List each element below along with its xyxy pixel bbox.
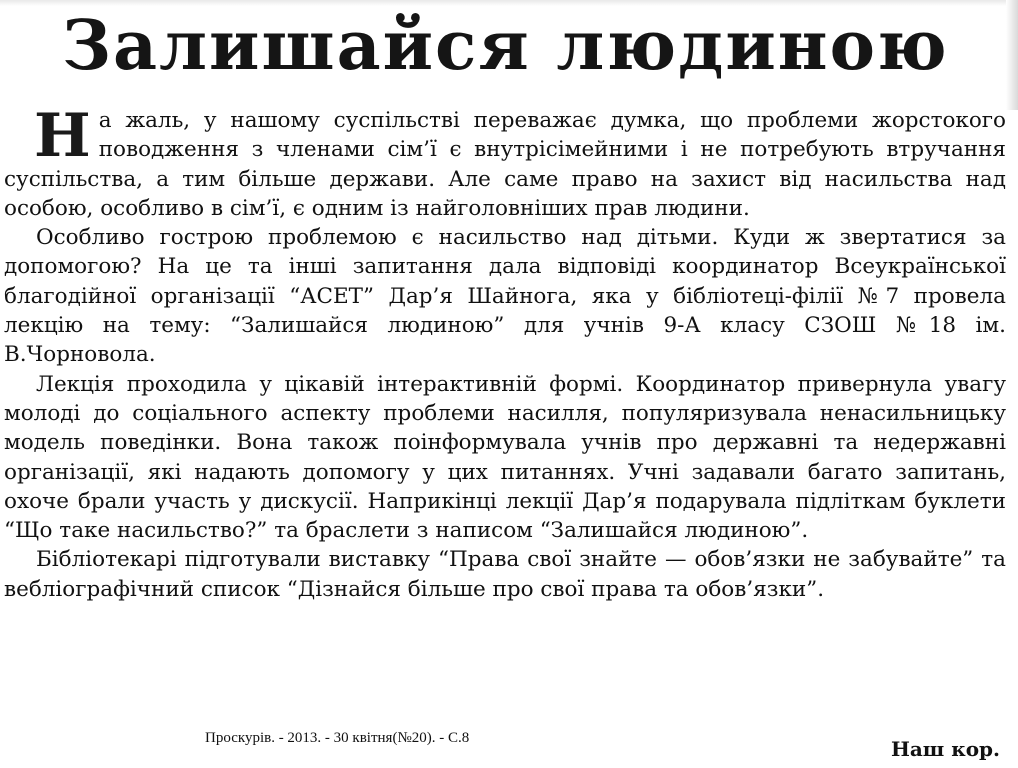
drop-cap: Н [34, 101, 91, 171]
scan-edge-right [1006, 0, 1018, 110]
author-signature: Наш кор. [890, 737, 1000, 761]
article-paragraph-4: Бібліотекарі підготували виставку “Права свої знайте — обов’язки не забувайте” та вебліографічний список “Дізнайся більше про свої права та обов’язки”. [4, 547, 1006, 602]
article-paragraph-3: Лекція проходила у цікавій інтерактивній формі. Координатор привернула увагу молоді до соціального аспекту проблеми насилля, популяризувала ненасильницьку модель поведінки. Вона також поінформувала учнів про державні та недержавні організації, які надають допомогу у цих питаннях. Учні задавали багато запитань, охоче брали участь у дискусії. Наприкінці лекції Дар’я подарувала підліткам буклети “Що таке насильство?” та браслети з написом “Залишайся людиною”. [4, 371, 1006, 544]
source-citation: Проскурів. - 2013. - 30 квітня(№20). - С.8 [205, 730, 470, 746]
article-body [4, 101, 1006, 604]
paragraph-1-text: а жаль, у нашому суспільстві переважає думка, що проблеми жорстокого поводження з членами сім’ї є внутрісімейними і не потребують втручання суспільства, а тим більше держави. Але саме право на захист від насильства над особою, особливо в сім’ї, є одним із найголовніших прав людини. [4, 108, 1006, 221]
article-paragraph-1 [4, 101, 1006, 223]
article-headline: Залишайся людиною [62, 6, 949, 86]
next-article-cut-edge [150, 761, 750, 768]
article-paragraph-2: Особливо гострою проблемою є насильство над дітьми. Куди ж звертатися за допомогою? На це та інші запитання дала відповіді координатор Всеукраїнської благодійної організації “АСЕТ” Дар’я Шайнога, яка у бібліотеці-філії №7 провела лекцію на тему: “Залишайся людиною” для учнів 9-А класу СЗОШ №18 ім. В.Чорновола. [4, 225, 1006, 368]
